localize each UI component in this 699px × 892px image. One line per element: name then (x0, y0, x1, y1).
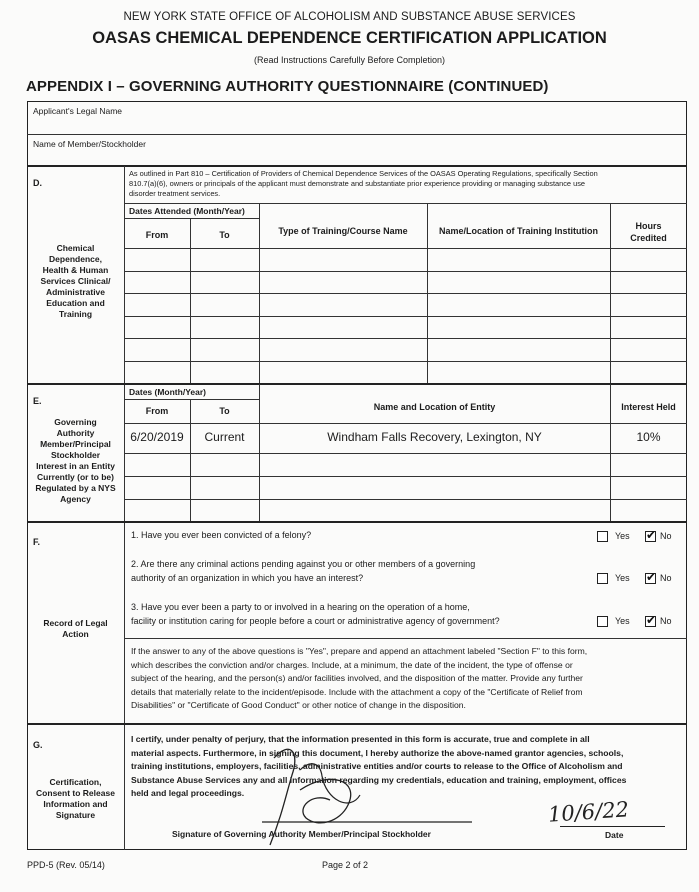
section-g-letter: G. (33, 740, 43, 750)
section-e-letter: E. (33, 396, 42, 406)
form-title: OASAS CHEMICAL DEPENDENCE CERTIFICATION APPLICATION (92, 29, 607, 47)
label-line: Services Clinical/ (40, 276, 111, 286)
signature-label: Signature of Governing Authority Member/Principal Stockholder (172, 829, 431, 839)
label-line: Regulated by a NYS (35, 483, 116, 493)
entity-name-value: Windham Falls Recovery, Lexington, NY (327, 430, 542, 444)
col-to: To (219, 230, 230, 240)
note-line: If the answer to any of the above questions is "Yes", prepare and append an attachment labeled "Section F" to this form, (131, 646, 588, 656)
question-line: 2. Are there any criminal actions pending against you or other members of a governing (131, 559, 476, 569)
dates-attended-header: Dates Attended (Month/Year) (129, 206, 245, 216)
handwritten-date: 10/6/22 (547, 797, 630, 827)
note-line: which describes the conviction and/or charges. Include, at a minimum, the date of the incident, the type of offense or (131, 659, 573, 670)
section-f-letter: F. (33, 537, 41, 547)
q2-no-label: No (660, 573, 672, 583)
dates-header: Dates (Month/Year) (129, 387, 206, 397)
question-line: authority of an organization in which you have an interest? (131, 573, 364, 583)
col-interest: Interest Held (621, 402, 676, 412)
header-line: Hours (635, 221, 662, 231)
col-training-institution: Name/Location of Training Institution (439, 226, 598, 236)
note-line: details that materially relate to the incident/episode. Include with the attachment a copy of the "Certificate of Relief from (131, 686, 583, 697)
cert-line: I certify, under penalty of perjury, that the information presented in this form is accurate, true and complete in all (131, 734, 590, 744)
col-to: To (219, 406, 230, 416)
intro-line: As outlined in Part 810 – Certification of Providers of Chemical Dependence Services of the OASAS Operating Regulations, specifically Section (129, 169, 598, 178)
label-line: Currently (or to be) (37, 472, 114, 482)
label-line: Stockholder (50, 450, 101, 460)
label-line: Training (58, 309, 93, 319)
col-entity: Name and Location of Entity (373, 402, 496, 412)
col-training-type: Type of Training/Course Name (278, 226, 408, 236)
cert-line: held and legal proceedings. (131, 788, 245, 798)
label-line: Action (62, 629, 89, 639)
col-from: From (145, 230, 169, 240)
member-name-label: Name of Member/Stockholder (33, 139, 146, 149)
label-line: Health & Human (42, 265, 109, 275)
intro-line: disorder treatment services. (129, 189, 221, 198)
cert-line: material aspects. Furthermore, in signing this document, I hereby authorize the above-named grantor agencies, schools, (131, 747, 624, 758)
section-d-letter: D. (33, 178, 42, 188)
q1-yes-label: Yes (615, 531, 630, 541)
label-line: Governing (54, 417, 97, 427)
agency-name: NEW YORK STATE OFFICE OF ALCOHOLISM AND SUBSTANCE ABUSE SERVICES (123, 11, 576, 23)
question-line: 1. Have you ever been convicted of a felony? (131, 530, 312, 540)
intro-line: 810.7(a)(6), owners or principals of the applicant must demonstrate and substantiate prior experience providing or managing substance use (129, 179, 586, 188)
page-number: Page 2 of 2 (322, 860, 369, 870)
entity-to-value: Current (204, 430, 245, 444)
label-line: Interest in an Entity (36, 461, 115, 471)
label-line: Administrative (45, 287, 106, 297)
label-line: Certification, (49, 777, 102, 787)
label-line: Consent to Release (36, 788, 115, 798)
label-line: Signature (55, 810, 96, 820)
label-line: Chemical (56, 243, 95, 253)
q3-yes-label: Yes (615, 616, 630, 626)
form-instructions: (Read Instructions Carefully Before Completion) (253, 55, 446, 65)
entity-interest-value: 10% (636, 430, 661, 444)
date-line (560, 826, 665, 827)
q1-no-label: No (660, 531, 672, 541)
entity-from-value: 6/20/2019 (130, 430, 184, 444)
label-line: Dependence, (49, 254, 102, 264)
label-line: Education and (46, 298, 105, 308)
label-line: Agency (60, 494, 91, 504)
q2-yes-label: Yes (615, 573, 630, 583)
question-line: facility or institution caring for people before a court or administrative agency of government? (131, 616, 500, 626)
label-line: Information and (43, 799, 108, 809)
form-id: PPD-5 (Rev. 05/14) (27, 860, 105, 870)
date-label: Date (605, 830, 624, 840)
cert-line: Substance Abuse Services any and all information regarding my credentials, education and training, employment, offices (131, 774, 627, 785)
legal-name-label: Applicant's Legal Name (33, 106, 123, 116)
appendix-title: APPENDIX I – GOVERNING AUTHORITY QUESTIONNAIRE (CONTINUED) (26, 78, 549, 95)
header-line: Credited (630, 233, 667, 243)
question-line: 3. Have you ever been a party to or involved in a hearing on the operation of a home, (131, 602, 470, 612)
note-line: Disabilities" or "Certificate of Good Conduct" or other notice of change in the disposition. (131, 700, 466, 710)
note-line: subject of the hearing, and the person(s) and/or facilities involved, and the disposition of the matter. Provide any further (131, 673, 583, 683)
col-from: From (145, 406, 169, 416)
label-line: Authority (56, 428, 95, 438)
label-line: Member/Principal (40, 439, 111, 449)
label-line: Record of Legal (43, 618, 108, 628)
cert-line: training institutions, employers, facilities, administrative entities and/or courts to release to the Office of Alcoholism and (131, 761, 623, 771)
q3-no-label: No (660, 616, 672, 626)
